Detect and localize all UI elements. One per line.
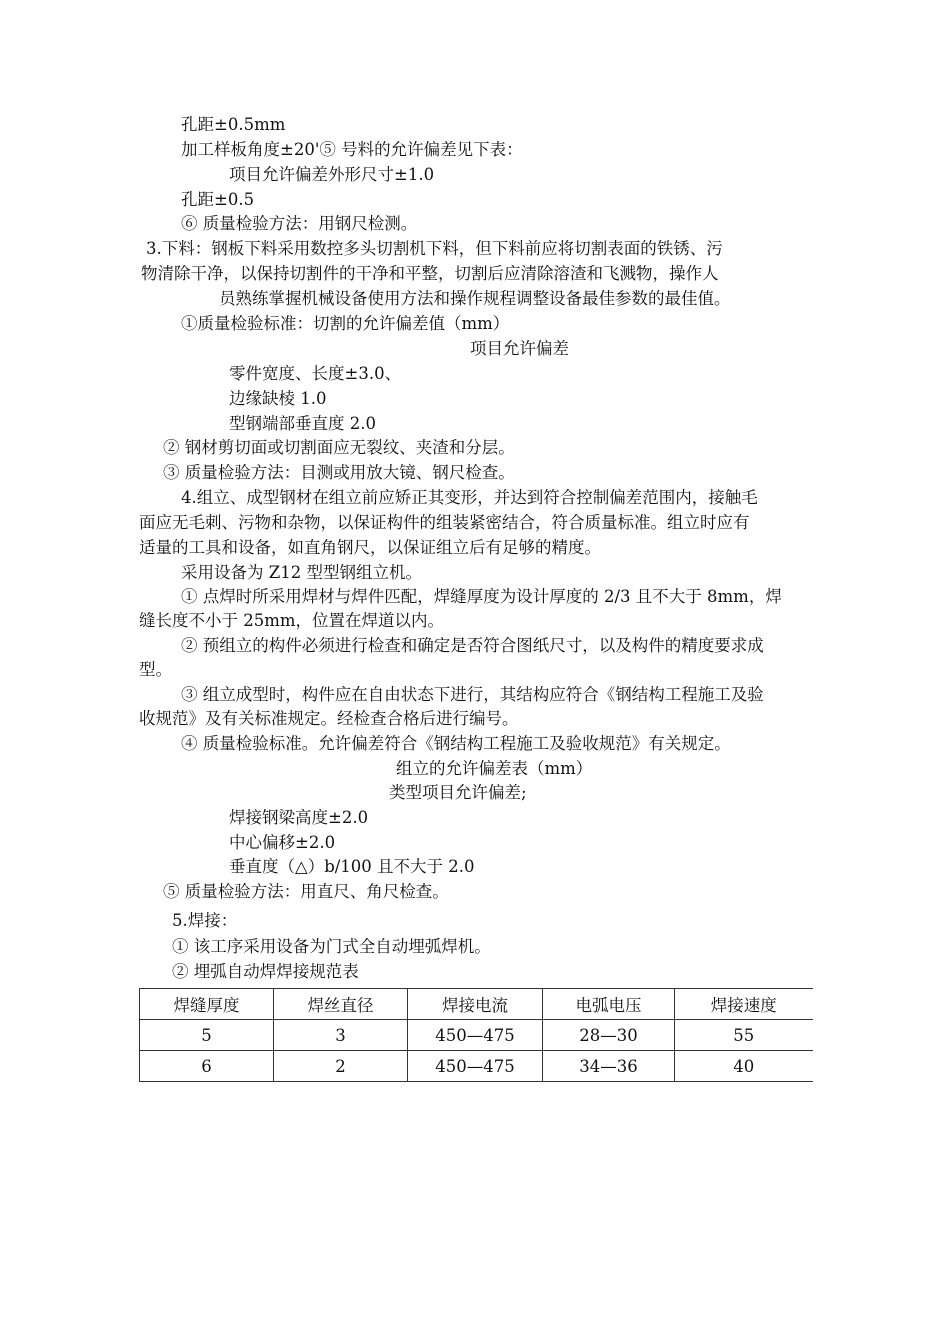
table-cell: 28—30 [543, 1020, 675, 1051]
text-line: 物清除干净，以保持切割件的干净和平整，切割后应清除溶渣和飞溅物，操作人 [141, 264, 719, 283]
text-line: 零件宽度、长度±3.0、 [229, 364, 402, 383]
text-line: 孔距±0.5 [181, 190, 255, 209]
text-line: 适量的工具和设备，如直角钢尺，以保证组立后有足够的精度。 [139, 538, 601, 557]
text-line: 4.组立、成型钢材在组立前应矫正其变形，并达到符合控制偏差范围内，接触毛 [181, 488, 758, 507]
text-line: ② 预组立的构件必须进行检查和确定是否符合图纸尺寸，以及构件的精度要求成 [181, 636, 764, 655]
text-line: ② 钢材剪切面或切割面应无裂纹、夹渣和分层。 [163, 438, 515, 457]
text-line: 收规范》及有关标准规定。经检查合格后进行编号。 [139, 709, 519, 728]
text-line: 型。 [139, 660, 172, 679]
table-header-cell: 电弧电压 [543, 989, 675, 1020]
table-row [140, 1020, 813, 1051]
text-line: 加工样板角度±20'⑤ 号料的允许偏差见下表： [181, 140, 523, 159]
table-header-cell: 焊丝直径 [274, 989, 408, 1020]
text-line: 5.焊接： [172, 911, 238, 930]
text-line: 采用设备为 Z12 型型钢组立机。 [181, 563, 422, 582]
text-line: ① 点焊时所采用焊材与焊件匹配，焊缝厚度为设计厚度的 2/3 且不大于 8mm，焊 [181, 587, 782, 606]
text-line: 缝长度不小于 25mm，位置在焊道以内。 [139, 611, 445, 630]
text-line: ③ 组立成型时，构件应在自由状态下进行，其结构应符合《钢结构工程施工及验 [181, 685, 764, 704]
table-header-cell: 焊接电流 [408, 989, 543, 1020]
text-line: ⑤ 质量检验方法：用直尺、角尺检查。 [163, 882, 449, 901]
text-line: 3.下料：钢板下料采用数控多头切割机下料，但下料前应将切割表面的铁锈、污 [146, 239, 723, 258]
table-cell: 450—475 [408, 1020, 543, 1051]
text-line: ③ 质量检验方法：目测或用放大镜、钢尺检查。 [163, 463, 515, 482]
table-cell: 34—36 [543, 1051, 675, 1082]
text-line: 项目允许偏差 [470, 339, 569, 358]
text-line: ④ 质量检验标准。允许偏差符合《钢结构工程施工及验收规范》有关规定。 [181, 734, 731, 753]
table-cell: 2 [274, 1051, 408, 1082]
text-line: 中心偏移±2.0 [229, 833, 336, 852]
text-line: ①质量检验标准：切割的允许偏差值（mm） [181, 314, 510, 333]
table-row [140, 1051, 813, 1082]
text-line: 孔距±0.5mm [181, 115, 286, 134]
text-line: 焊接钢梁高度±2.0 [229, 808, 369, 827]
text-line: 类型项目允许偏差; [389, 783, 527, 802]
text-line: 垂直度（△）b/100 且不大于 2.0 [229, 857, 475, 876]
text-line: 员熟练掌握机械设备使用方法和操作规程调整设备最佳参数的最佳值。 [219, 289, 731, 308]
table-header-row [140, 989, 813, 1020]
text-line: 组立的允许偏差表（mm） [396, 759, 593, 778]
welding-spec-table [139, 988, 813, 1082]
text-line: ② 埋弧自动焊焊接规范表 [172, 962, 359, 981]
text-line: 边缘缺棱 1.0 [229, 389, 327, 408]
text-line: 面应无毛刺、污物和杂物，以保证构件的组装紧密结合，符合质量标准。组立时应有 [139, 513, 750, 532]
table-cell: 3 [274, 1020, 408, 1051]
text-line: ⑥ 质量检验方法：用钢尺检测。 [181, 214, 418, 233]
text-line: 项目允许偏差外形尺寸±1.0 [229, 165, 435, 184]
table-header-cell: 焊缝厚度 [140, 989, 274, 1020]
text-line: 型钢端部垂直度 2.0 [229, 414, 376, 433]
text-line: ① 该工序采用设备为门式全自动埋弧焊机。 [172, 937, 491, 956]
table-cell: 6 [140, 1051, 274, 1082]
table-cell: 450—475 [408, 1051, 543, 1082]
table-header-cell: 焊接速度 [675, 989, 813, 1020]
table-cell: 55 [675, 1020, 813, 1051]
table-cell: 5 [140, 1020, 274, 1051]
table-cell: 40 [675, 1051, 813, 1082]
